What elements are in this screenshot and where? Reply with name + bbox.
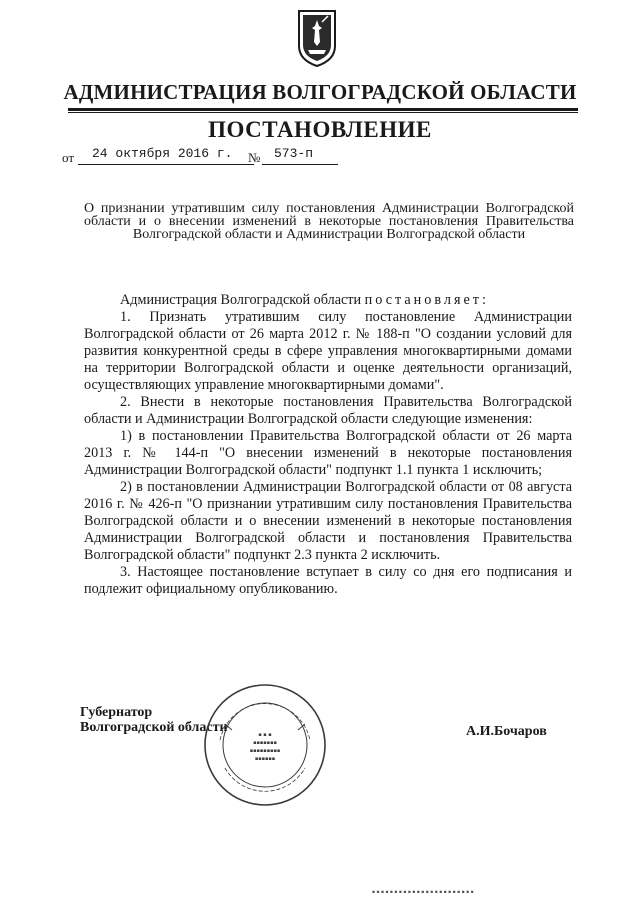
svg-text:▪ ▪ ▪: ▪ ▪ ▪ — [258, 732, 272, 738]
body-paragraph: 3. Настоящее постановление вступает в силу со дня его подписания и подлежит официальному опубликованию. — [84, 564, 572, 597]
signer-name: А.И.Бочаров — [466, 724, 547, 739]
signer-position-line: Волгоградской области — [80, 720, 228, 735]
document-date: 24 октября 2016 г. — [78, 146, 254, 165]
document-number: 573-п — [262, 146, 338, 165]
svg-text:▪▪▪▪▪▪▪: ▪▪▪▪▪▪▪ — [253, 740, 277, 746]
header-rule-thin — [68, 112, 578, 113]
svg-text:▪▪▪▪▪▪: ▪▪▪▪▪▪ — [254, 756, 276, 762]
body-paragraph: 2. Внести в некоторые постановления Правительства Волгоградской области и Администрации Волгоградской области следующие изменения: — [84, 394, 572, 427]
preamble-lead: Администрация Волгоградской области — [120, 292, 362, 308]
footer-imprint: ▪ ▪ ▪ ▪ ▪ ▪ ▪ ▪ ▪ ▪ ▪ ▪ ▪ ▪ ▪ ▪ ▪ ▪ ▪ ▪ ▪ ▪ ▪ — [372, 890, 474, 895]
document-subject: О признании утратившим силу постановления Администрации Волгоградской области и о внесении изменений в некоторые постановления Правительства Волгоградской области и Администрации Волгоградской области — [84, 201, 574, 242]
document-body — [84, 292, 572, 598]
document-type-title: ПОСТАНОВЛЕНИЕ — [208, 117, 432, 142]
number-label: № — [248, 150, 261, 165]
stamp-seal-icon — [200, 680, 330, 810]
body-paragraph: 1) в постановлении Правительства Волгоградской области от 26 марта 2013 г. № 144-п "О внесении изменений в некоторые постановления Администрации Волгоградской области" подпункт 1.1 пункта 1 исключить; — [84, 428, 572, 478]
signer-position-line: Губернатор — [80, 705, 153, 720]
organization-title: АДМИНИСТРАЦИЯ ВОЛГОГРАДСКОЙ ОБЛАСТИ — [63, 80, 577, 104]
date-prefix: от — [62, 150, 75, 165]
body-paragraph: 1. Признать утратившим силу постановление Администрации Волгоградской области от 26 марта 2012 г. № 188-п "О создании условий для развития конкурентной среды в сфере управления многоквартирными домами на территории Волгоградской области и оценке деятельности организаций, осуществляющих управление многоквартирными домами". — [84, 309, 572, 393]
body-paragraph: 2) в постановлении Администрации Волгоградской области от 08 августа 2016 г. № 426-п "О признании утратившим силу постановления Правительства Волгоградской области и о внесении изменений в некоторые постановления Администрации Волгоградской области и постановления Правительства Волгоградской области" подпункт 2.3 пункта 2 исключить. — [84, 479, 572, 563]
svg-text:▪▪▪▪▪▪▪▪▪: ▪▪▪▪▪▪▪▪▪ — [249, 748, 281, 754]
header-rule-thick — [68, 108, 578, 111]
preamble-verb: постановляет: — [364, 292, 489, 308]
coat-of-arms-icon — [296, 8, 338, 68]
preamble — [84, 292, 572, 309]
